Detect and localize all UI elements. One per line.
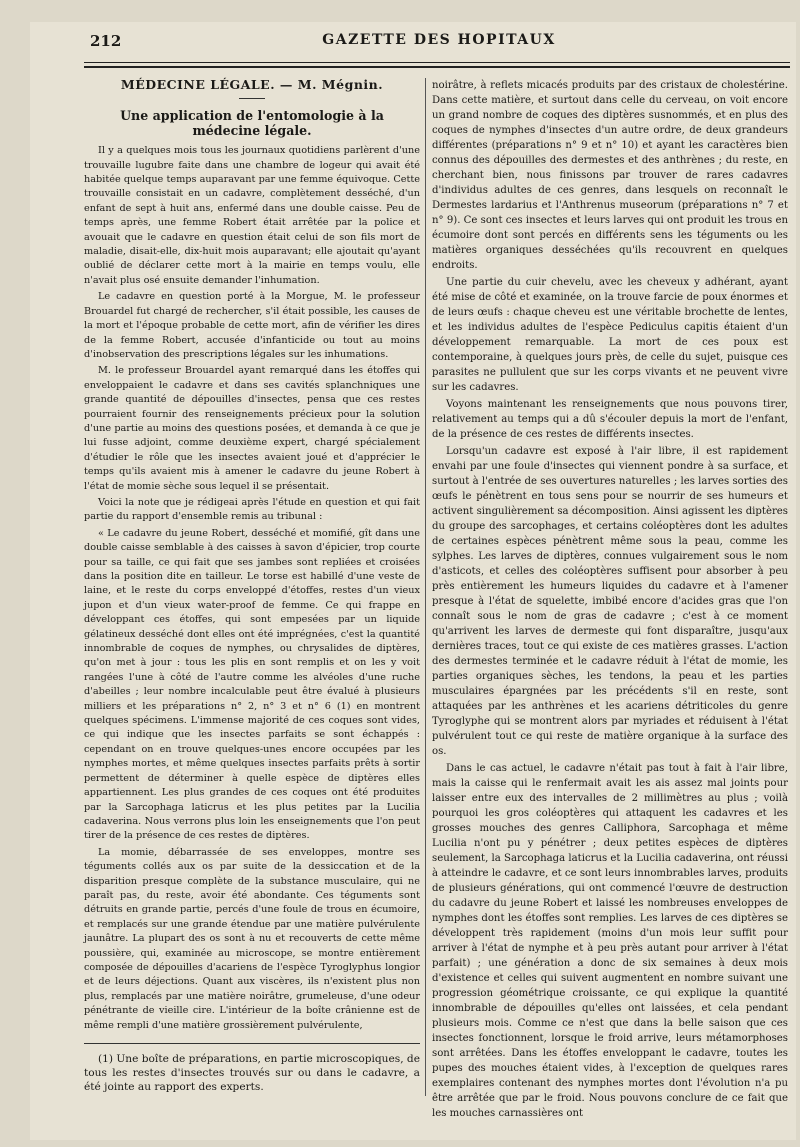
title-separator xyxy=(239,98,265,99)
left-column xyxy=(84,78,420,1096)
paragraph: Lorsqu'un cadavre est exposé à l'air libre, il est rapidement envahi par une foule d'insectes qui viennent pondre à sa surface, et surtout à l'entrée de ses ouvertures naturelles ; les larves sorties des œufs le pénètrent en tous sens pour se nourrir de ses humeurs et activent singulièrement sa décomposition. Ainsi agissent les diptères du groupe des sarcophages, et certains coléoptères dont les adultes de certaines espèces pénètrent même sous la peau, comme les sylphes. Les larves de diptères, connues vulgairement sous le nom d'asticots, et celles des coléoptères suffisent pour absorber à peu près entièrement les humeurs liquides du cadavre et à l'amener presque à l'état de squelette, imbibé encore d'acides gras que l'on connaît sous le nom de gras de cadavre ; c'est à ce moment qu'arrivent les larves de dermeste qui font disparaître, jusqu'aux dernières traces, tout ce qui existe de ces matières grasses. L'action des dermestes terminée et le cadavre réduit à l'état de momie, les parties organiques sèches, les tendons, la peau et les parties musculaires épargnées par les précédents s'il en reste, sont attaquées par les anthrènes et les acariens détriticoles du genre Tyroglyphe qui se montrent alors par myriades et réduisent à l'état pulvérulent tout ce qui reste de matière organique à la surface des os. xyxy=(432,446,788,757)
paragraph: Voici la note que je rédigeai après l'étude en question et qui fait partie du rapport d'ensemble remis au tribunal : xyxy=(84,496,420,523)
footnote: (1) Une boîte de préparations, en partie microscopiques, de tous les restes d'insectes trouvés sur ou dans le cadavre, a été jointe au rapport des experts. xyxy=(84,1053,420,1093)
page-header xyxy=(84,24,794,54)
paragraph: Il y a quelques mois tous les journaux quotidiens parlèrent d'une trouvaille lugubre faite dans une chambre de logeur qui avait été habitée quelque temps auparavant par une femme équivoque. Cette trouvaille consistait en un cadavre, complètement desséché, d'un enfant de sept à huit ans, enfermé dans une double caisse. Peu de temps après, une femme Robert était arrêtée par la police et avouait que le cadavre en question était celui de son fils mort de maladie, disait-elle, dix-huit mois auparavant; elle ajoutait qu'ayant oublié de déclarer cette mort à la mairie en temps voulu, elle n'avait plus osé ensuite demander l'inhumation. xyxy=(84,145,420,286)
paragraph: La momie, débarrassée de ses enveloppes, montre ses téguments collés aux os par suite de la dessiccation et de la disparition presque complète de la substance musculaire, qui ne paraît pas, du reste, avoir été abondante. Ces téguments sont détruits en grande partie, percés d'une foule de trous en écumoire, et remplacés sur une grande étendue par une matière pulvérulente jaunâtre. La plupart des os sont à nu et recouverts de cette même poussière, qui, examinée au microscope, se montre entièrement composée de dépouilles d'acariens de l'espèce Tyroglyphus longior et de leurs déjections. Quant aux viscères, ils n'existent plus non plus, remplacés par une matière noirâtre, grumeleuse, d'une odeur pénétrante de vieille cire. L'intérieur de la boîte crânienne est de même rempli d'une matière grossièrement pulvérulente, xyxy=(84,846,420,1031)
paragraph: M. le professeur Brouardel ayant remarqué dans les étoffes qui enveloppaient le cadavre et dans ses cavités splanchniques une grande quantité de dépouilles d'insectes, pensa que ces restes pourraient fournir des renseignements précieux pour la solution d'une partie au moins des questions posées, et demanda à ce que je lui fusse adjoint, comme deuxième expert, chargé spécialement d'étudier le rôle que les insectes avaient joué et d'apprécier le temps qu'ils avaient mis à amener le cadavre du jeune Robert à l'état de momie sèche sous lequel il se présentait. xyxy=(84,365,420,492)
footnote-rule xyxy=(84,1043,420,1044)
paragraph: Le cadavre en question porté à la Morgue, M. le professeur Brouardel fut chargé de rechercher, s'il était possible, les causes de la mort et l'époque probable de cette mort, afin de vérifier les dires de la femme Robert, accusée d'infanticide ou tout au moins d'inobservation des prescriptions légales sur les inhumations. xyxy=(84,291,420,360)
paragraph: Une partie du cuir chevelu, avec les cheveux y adhérant, ayant été mise de côté et examinée, on la trouve farcie de poux énormes et de leurs œufs : chaque cheveu est une véritable brochette de lentes, et les individus adultes de l'espèce Pediculus capitis étaient d'un développement remarquable. La mort de ces poux est contemporaine, à quelques jours près, de celle du sujet, puisque ces parasites ne pullulent que sur les corps vivants et ne peuvent vivre sur les cadavres. xyxy=(432,277,788,393)
header-rule-top xyxy=(84,62,790,63)
journal-title: GAZETTE DES HOPITAUX xyxy=(322,32,556,48)
article-title: Une application de l'entomologie à la médecine légale. xyxy=(120,108,384,138)
header-rule-bottom xyxy=(84,66,790,68)
paragraph: « Le cadavre du jeune Robert, desséché et momifié, gît dans une double caisse semblable à des caisses à savon d'épicier, trop courte pour sa taille, ce qui fait que ses jambes sont repliées et croisées dans la position dite en tailleur. Le torse est habillé d'une veste de laine, et le reste du corps enveloppé d'étoffes, restes d'un vieux jupon et d'un vieux water-proof de femme. Ce qui frappe en développant ces étoffes, qui sont empesées par un liquide gélatineux desséché dont elles ont été imprégnées, c'est la quantité innombrable de coques de nymphes, ou chrysalides de diptères, qu'on met à jour : tous les plis en sont remplis et on les y voit rangées l'une à côté de l'autre comme les alvéoles d'une ruche d'abeilles ; leur nombre incalculable peut être évalué à plusieurs milliers et les préparations n° 2, n° 3 et n° 6 (1) en montrent quelques spécimens. L'immense majorité de ces coques sont vides, ce qui indique que les insectes parfaits se sont échappés : cependant on en trouve quelques-unes encore occupées par les nymphes mortes, et même quelques insectes parfaits prêts à sortir permettent de déterminer à quelle espèce de diptères elles appartiennent. Les plus grandes de ces coques ont été produites par la Sarcophaga laticrus et les plus petites par la Lucilia cadaverina. Nous verrons plus loin les enseignements que l'on peut tirer de la présence de ces restes de diptères. xyxy=(84,527,420,842)
paragraph: noirâtre, à reflets micacés produits par des cristaux de cholestérine. Dans cette matière, et surtout dans celle du cerveau, on voit encore un grand nombre de coques des diptères susnommés, et en plus des coques de nymphes d'insectes d'un autre ordre, de deux grandeurs différentes (préparations n° 9 et n° 10) et ayant les caractères bien connus des dépouilles des dermestes et des anthrènes ; du reste, en cherchant bien, nous finissons par trouver de rares cadavres d'individus adultes de ces genres, dans lesquels on reconnaît le Dermestes lardarius et l'Anthrenus museorum (préparations n° 7 et n° 9). Ce sont ces insectes et leurs larves qui ont produit les trous en écumoire dont sont percés en différents sens les téguments ou les matières organiques desséchées qu'ils recouvrent en quelques endroits. xyxy=(432,80,788,271)
paragraph: Dans le cas actuel, le cadavre n'était pas tout à fait à l'air libre, mais la caisse qui le renfermait avait les ais assez mal joints pour laisser entre eux des intervalles de 2 millimètres au plus ; voilà pourquoi les gros coléoptères qui attaquent les cadavres et les grosses mouches des genres Calliphora, Sarcophaga et même Lucilia n'ont pu y pénétrer ; deux petites espèces de diptères seulement, la Sarcophaga laticrus et la Lucilia cadaverina, ont réussi à atteindre le cadavre, et ce sont leurs innombrables larves, produits de plusieurs générations, qui ont commencé l'œuvre de destruction du cadavre du jeune Robert et laissé les nombreuses enveloppes de nymphes dont les étoffes sont remplies. Les larves de ces diptères se développent très rapidement (moins d'un mois leur suffit pour arriver à l'état de nymphe et à peu près autant pour arriver à l'état parfait) ; une génération a donc de six semaines à deux mois d'existence et celles qui suivent augmentent en nombre suivant une progression géométrique croissante, ce qui explique la quantité innombrable de dépouilles qu'elles ont laissées, et cela pendant plusieurs mois. Comme ce n'est que dans la belle saison que ces insectes fonctionnent, lorsque le froid arrive, leurs métamorphoses sont arrêtées. Dans les étoffes enveloppant le cadavre, toutes les pupes des mouches étaient vides, à l'exception de quelques rares exemplaires contenant des nymphes mortes dont l'évolution n'a pu être arrêtée que par le froid. Nous pouvons conclure de ce fait que les mouches carnassières ont xyxy=(432,763,788,1119)
page-number: 212 xyxy=(90,32,122,50)
column-divider xyxy=(425,78,426,1096)
section-title: MÉDECINE LÉGALE. — M. Mégnin. xyxy=(120,77,384,92)
right-column xyxy=(432,78,788,1123)
paragraph: Voyons maintenant les renseignements que nous pouvons tirer, relativement au temps qui a dû s'écouler depuis la mort de l'enfant, de la présence de ces restes de différents insectes. xyxy=(432,399,788,440)
